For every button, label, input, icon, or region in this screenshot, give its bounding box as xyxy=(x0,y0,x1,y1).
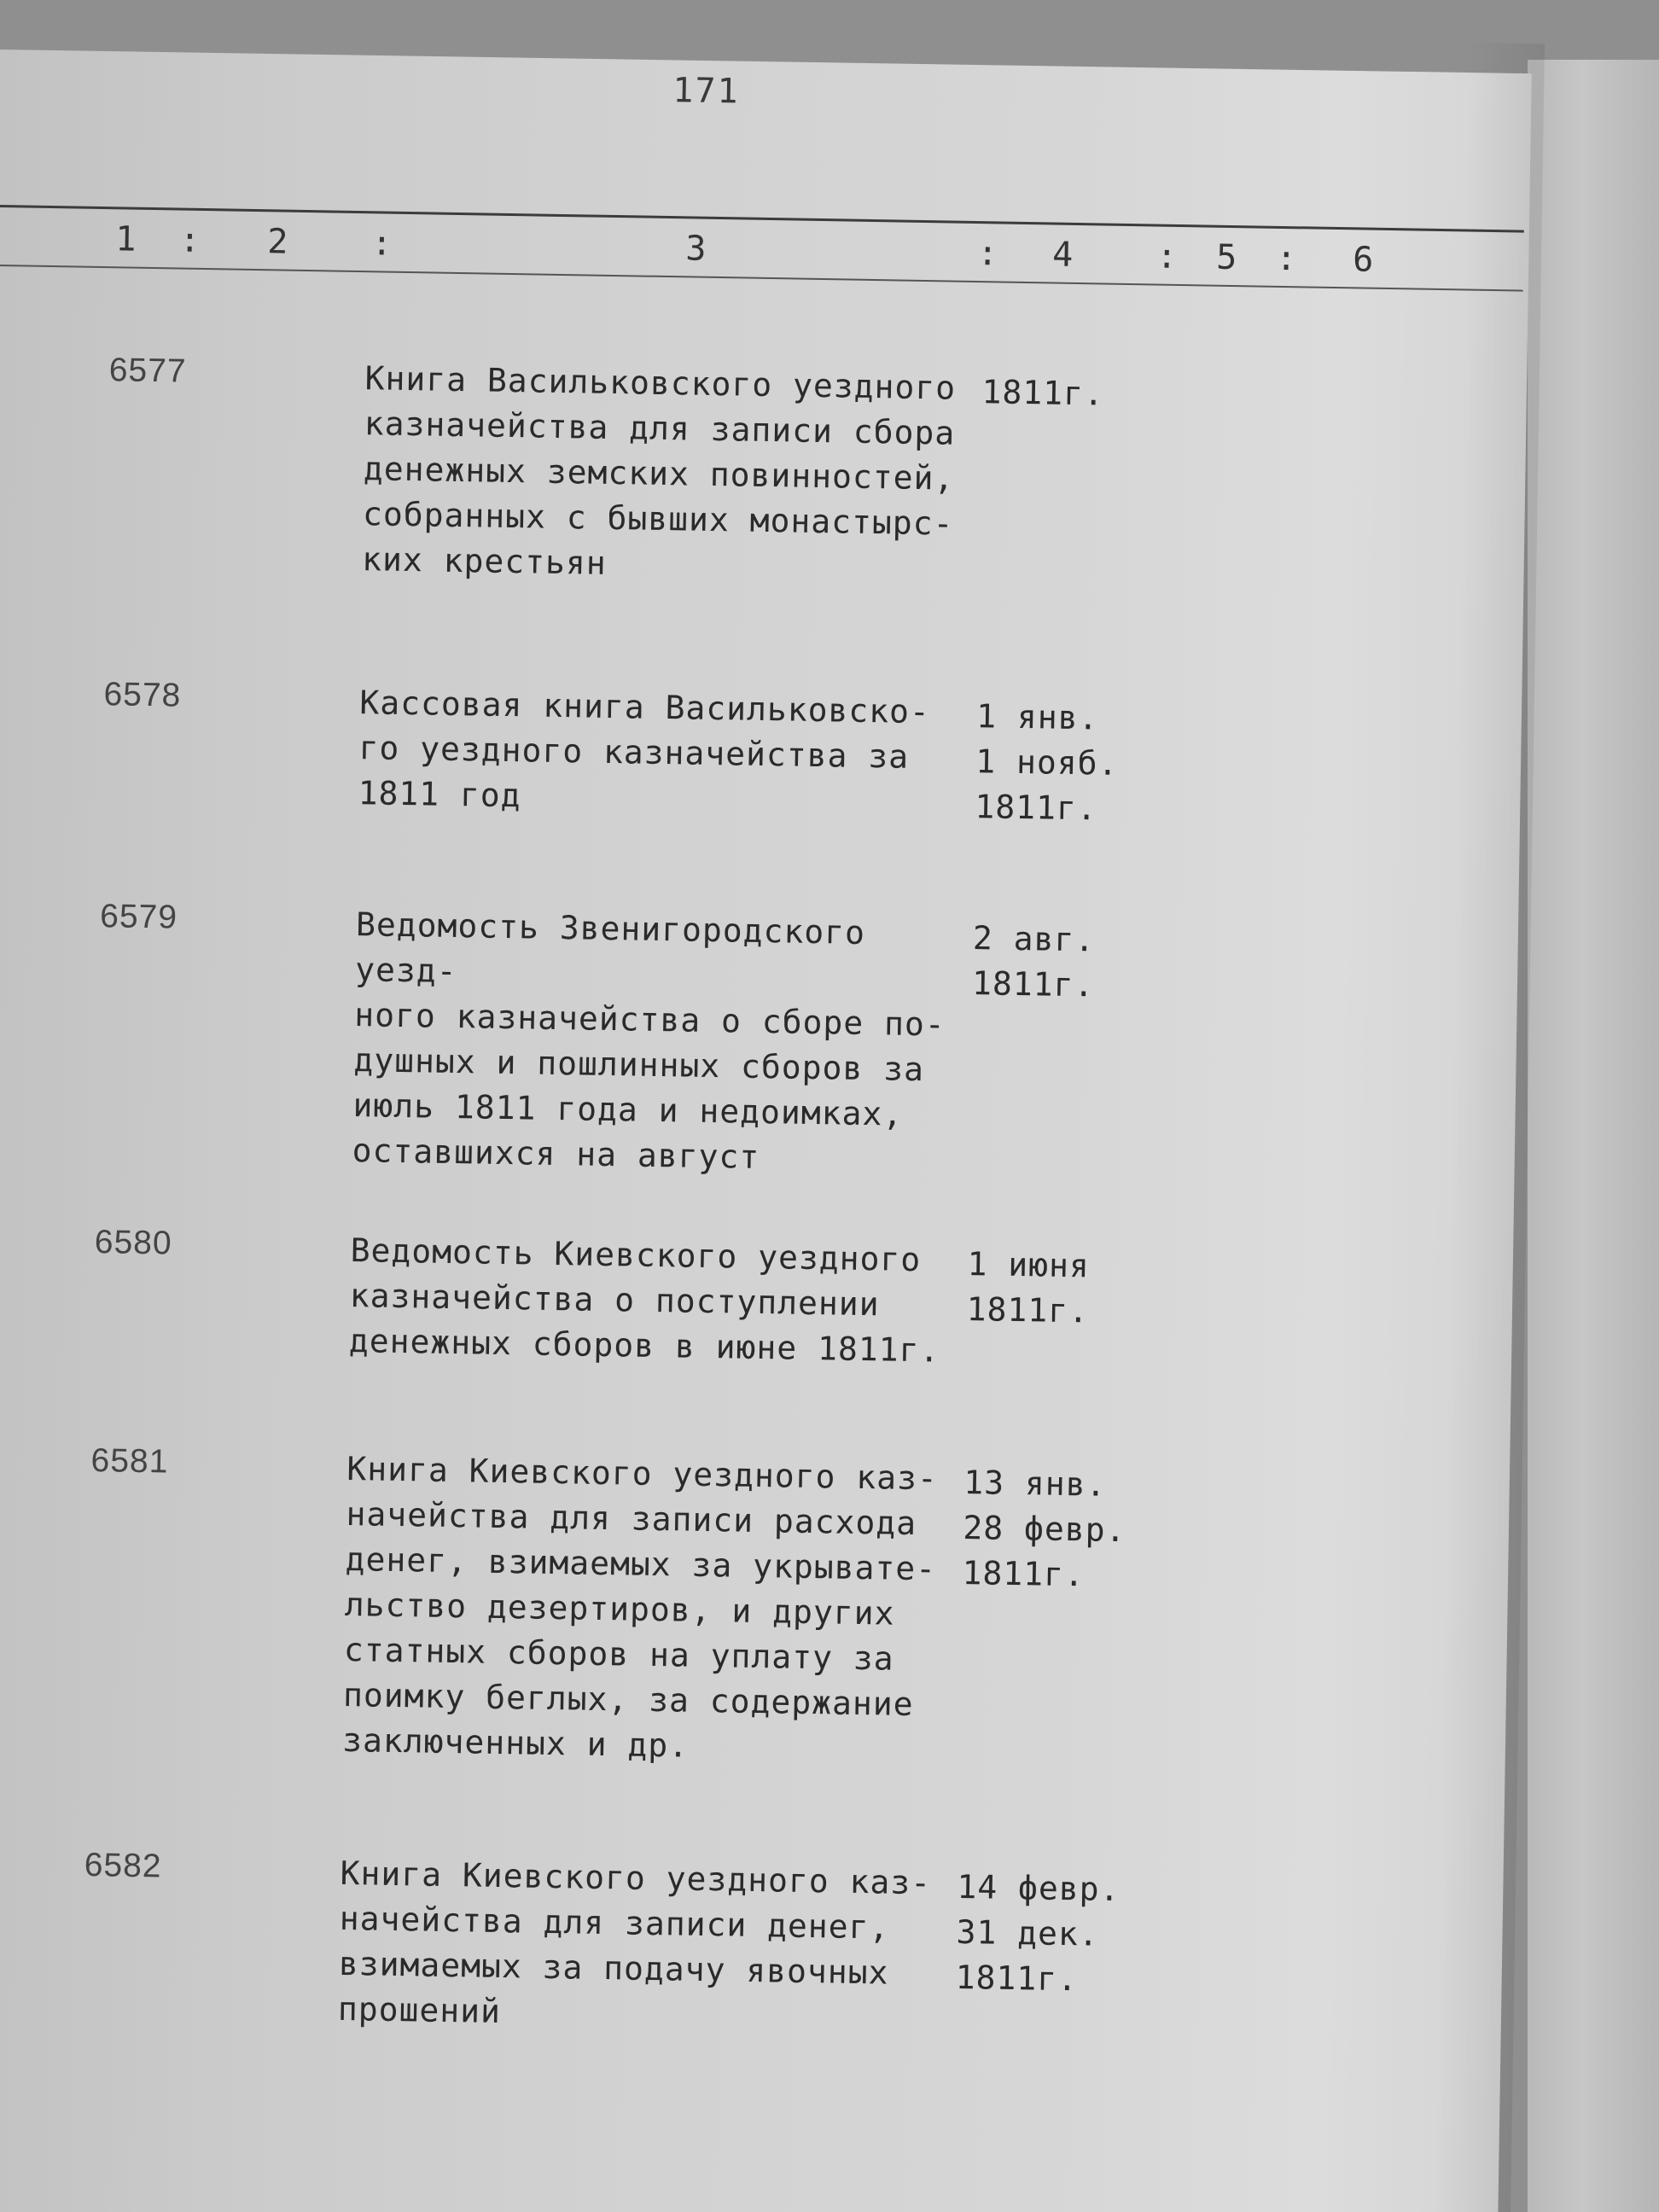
column-header-6: 6 xyxy=(1352,240,1374,280)
column-separator: : xyxy=(976,234,998,274)
column-separator: : xyxy=(1155,236,1178,276)
entry-number: 6578 xyxy=(103,676,182,714)
entry-number: 6580 xyxy=(94,1224,172,1262)
column-header-4: 4 xyxy=(1051,235,1074,275)
entry-date: 14 февр. 31 дек. 1811г. xyxy=(955,1867,1121,1999)
list-item xyxy=(0,674,1269,828)
list-item xyxy=(0,1845,1249,2031)
list-item xyxy=(0,1441,1256,1765)
entry-number: 6577 xyxy=(108,352,187,390)
column-header-5: 5 xyxy=(1215,237,1237,278)
list-item xyxy=(0,1222,1260,1370)
entry-date: 13 янв. 28 февр. 1811г. xyxy=(962,1463,1126,1594)
entry-date: 1 июня 1811г. xyxy=(966,1245,1091,1330)
column-separator: : xyxy=(1275,238,1297,279)
entry-title: Книга Васильковского уездного казначейства для записи сбора денежных земских повинностей, собранных с бывших монастырс- ких крестьян xyxy=(361,359,957,582)
entry-title: Книга Киевского уездного каз- начейства для записи расхода денег, взимаемых за укрывате- льство дезертиров, и других статных сборов на уплату за поимку беглых, за содержание заключенных и др. xyxy=(341,1449,939,1765)
list-item xyxy=(0,896,1265,1176)
column-header-3: 3 xyxy=(684,229,707,269)
entry-date: 1 янв. 1 нояб. 1811г. xyxy=(975,697,1119,828)
header-top-rule xyxy=(0,205,1524,233)
entry-title: Книга Киевского уездного каз- начейства для записи денег, взимаемых за подачу явочных прошений xyxy=(337,1854,932,2031)
list-item xyxy=(0,350,1274,582)
entry-title: Ведомость Звенигородского уезд- ного казначейства о сборе по- душных и пошлинных сборов за июль 1811 года и недоимках, оставшихся на август xyxy=(352,905,946,1176)
entry-number: 6582 xyxy=(84,1846,162,1885)
entry-date: 1811г. xyxy=(981,373,1105,413)
column-header-1: 1 xyxy=(114,219,137,259)
page-number: 171 xyxy=(672,71,740,112)
column-separator: : xyxy=(178,220,201,260)
entry-date: 2 авг. 1811г. xyxy=(971,919,1096,1004)
column-separator: : xyxy=(370,224,393,264)
entry-number: 6579 xyxy=(99,898,178,936)
entry-title: Кассовая книга Васильковско- го уездного казначейства за 1811 год xyxy=(358,684,931,815)
entry-title: Ведомость Киевского уездного казначейства о поступлении денежных сборов в июне 1811г. xyxy=(348,1231,940,1370)
column-header-2: 2 xyxy=(266,222,288,262)
entry-number: 6581 xyxy=(90,1442,169,1481)
